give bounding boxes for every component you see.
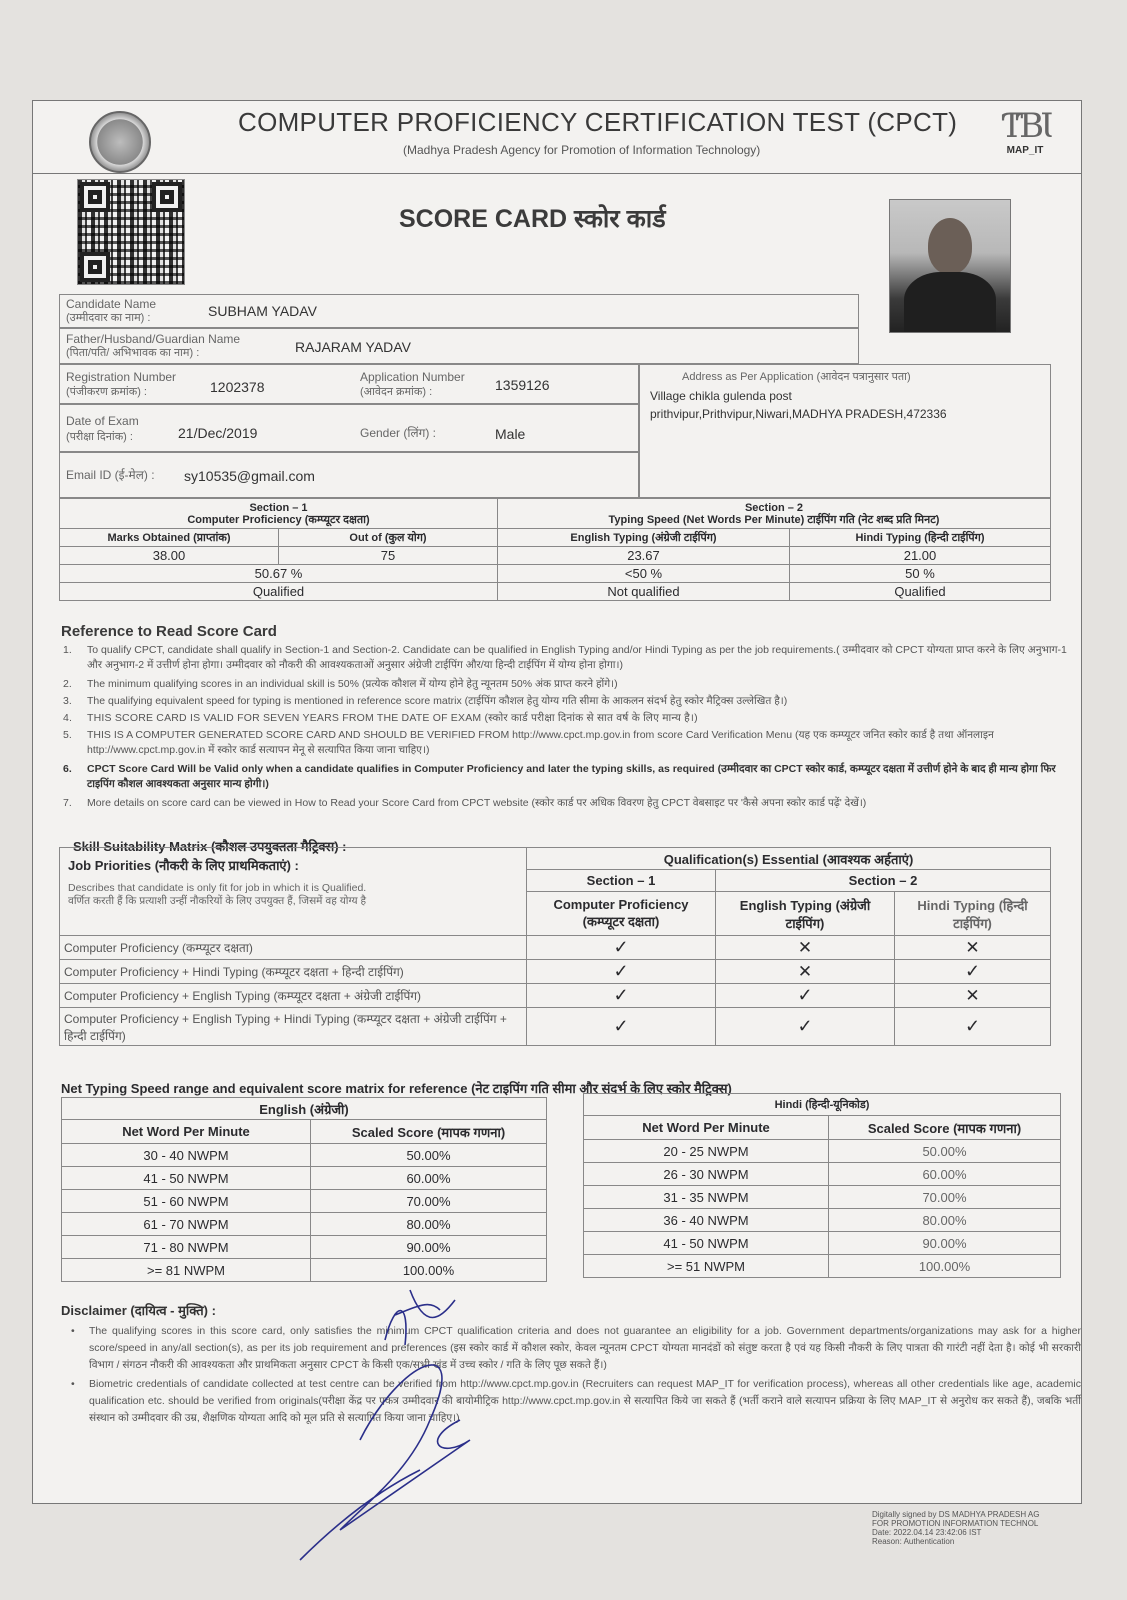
- reference-item: 7. More details on score card can be viewed in How to Read your Score Card from CPCT website (स्कोर कार्ड पर अधिक विवरण हेतु CPCT वेबसाइट पर 'कैसे अपना स्कोर कार्ड पढ़ें' देखें।): [63, 797, 867, 809]
- score-table: [59, 498, 1051, 601]
- address-line-2: prithvipur,Prithvipur,Niwari,MADHYA PRADESH,472336: [650, 407, 947, 421]
- english-speed-table: [61, 1097, 547, 1282]
- reference-item: 3. The qualifying equivalent speed for typing is mentioned in reference score matrix (टाईपिंग कौशल हेतु योग्य गति सीमा के आकलन संदर्भ हेतु स्कोर मैट्रिक्स उल्लेखित है।): [63, 695, 788, 707]
- reference-item: 1. To qualify CPCT, candidate shall qualify in Section-1 and Section-2. Candidate can be qualified in English Typing and/or Hindi Typing as per the job requirements.( उम्मीदवार को CPCT योग्यता प्राप्त करने के लिए अनुभाग-1 और अनुभाग-2 में उत्तीर्ण होना होगा। उम्मीदवार को नौकरी की आवश्यकताओं अनुसार अंग्रेजी टाईपिंग और/या हिन्दी टाईपिंग में योग्य होना होगा।): [63, 644, 1067, 671]
- gender-label: Gender (लिंग) :: [360, 426, 437, 440]
- matrix-ht-head: Hindi Typing (हिन्दी टाईपिंग): [895, 892, 1051, 936]
- check-icon: ✓: [716, 984, 895, 1008]
- reference-item: 4. THIS SCORE CARD IS VALID FOR SEVEN YEARS FROM THE DATE OF EXAM (स्कोर कार्ड परीक्षा दिनांक से सात वर्ष के लिए मान्य है।): [63, 712, 698, 724]
- header: [33, 101, 1081, 174]
- hindi-speed: 21.00: [790, 547, 1051, 565]
- nwpm-header: Net Word Per Minute: [584, 1116, 829, 1140]
- candidate-name-row: [59, 294, 859, 328]
- application-label-hi: (आवेदन क्रमांक) :: [360, 386, 433, 398]
- matrix-cp-head: Computer Proficiency (कम्प्यूटर दक्षता): [527, 892, 716, 936]
- table-row: 31 - 35 NWPM 70.00%: [584, 1186, 1061, 1209]
- check-icon: ✓: [895, 1008, 1051, 1046]
- matrix-row: Computer Proficiency + English Typing + Hindi Typing (कम्प्यूटर दक्षता + अंग्रेजी टाईपिंग + हिन्दी टाईपिंग) ✓ ✓ ✓: [60, 1008, 1051, 1046]
- candidate-name-label-hi: (उम्मीदवार का नाम) :: [66, 312, 151, 324]
- table-row: 20 - 25 NWPM 50.00%: [584, 1140, 1061, 1163]
- disclaimer-heading: Disclaimer (दायित्व - मुक्ति) :: [61, 1303, 216, 1318]
- registration-label-hi: (पंजीकरण क्रमांक) :: [66, 386, 147, 398]
- hindi-table-head: Hindi (हिन्दी-यूनिकोड): [584, 1094, 1061, 1116]
- email-label: Email ID (ई-मेल) :: [66, 468, 155, 482]
- card-title: SCORE CARD स्कोर कार्ड: [399, 205, 666, 233]
- table-row: 41 - 50 NWPM 90.00%: [584, 1232, 1061, 1255]
- email: sy10535@gmail.com: [184, 468, 315, 484]
- matrix-row: Computer Proficiency + Hindi Typing (कम्प्यूटर दक्षता + हिन्दी टाईपिंग) ✓ ✕ ✓: [60, 960, 1051, 984]
- english-result: Not qualified: [498, 583, 790, 601]
- hindi-percent: 50 %: [790, 565, 1051, 583]
- address-label: Address as Per Application (आवेदन पत्रानुसार पता): [682, 371, 911, 383]
- section1-result: Qualified: [60, 583, 498, 601]
- matrix-section1: Section – 1: [527, 870, 716, 892]
- application-label: Application Number: [360, 370, 465, 384]
- digital-signature-stamp: Digitally signed by DS MADHYA PRADESH AG FOR PROMOTION INFORMATION TECHNOL Date: 2022.04.14 23:42:06 IST Reason: Authentication: [872, 1510, 1040, 1546]
- check-icon: ✓: [527, 960, 716, 984]
- marks-out-of: 75: [279, 547, 498, 565]
- exam-date-label: Date of Exam: [66, 414, 139, 428]
- marks-obtained: 38.00: [60, 547, 279, 565]
- address-line-1: Village chikla gulenda post: [650, 389, 792, 403]
- table-row: 51 - 60 NWPM 70.00%: [62, 1190, 547, 1213]
- table-row: 30 - 40 NWPM 50.00%: [62, 1144, 547, 1167]
- reference-list: [63, 643, 1075, 815]
- table-row: 41 - 50 NWPM 60.00%: [62, 1167, 547, 1190]
- scaled-header: Scaled Score (मापक गणना): [829, 1116, 1061, 1140]
- matrix-row: Computer Proficiency (कम्प्यूटर दक्षता) ✓ ✕ ✕: [60, 936, 1051, 960]
- exam-date: 21/Dec/2019: [178, 425, 258, 441]
- reference-heading: Reference to Read Score Card: [61, 623, 277, 640]
- registration-label: Registration Number: [66, 370, 177, 384]
- english-table-head: English (अंग्रेजी): [62, 1098, 547, 1120]
- registration-number: 1202378: [210, 379, 265, 395]
- check-icon: ✓: [527, 936, 716, 960]
- matrix-et-head: English Typing (अंग्रेजी टाईपिंग): [716, 892, 895, 936]
- reference-item: 5. THIS IS A COMPUTER GENERATED SCORE CARD AND SHOULD BE VERIFIED FROM http://www.cpct.mp.gov.in from score Card Verification Menu (यह एक कम्प्यूटर जनित स्कोर कार्ड है तथा ऑनलाइन http://www.cpct.mp.gov.in में स्कोर कार्ड सत्यापन मेनू से सत्यापित किया जाना चाहिए।): [63, 729, 994, 756]
- qualification-head: Qualification(s) Essential (आवश्यक अर्हताएं): [527, 848, 1051, 870]
- skill-matrix-table: [59, 847, 1051, 1046]
- score-card-sheet: [32, 100, 1082, 1504]
- reference-item: 2. The minimum qualifying scores in an individual skill is 50% (प्रत्येक कौशल में योग्य होने हेतु न्यूनतम 50% अंक प्राप्त करने होंगे।): [63, 678, 618, 690]
- disclaimer-item: • Biometric credentials of candidate collected at test centre can be verified from http://www.cpct.mp.gov.in (Recruiters can request MAP_IT for verification process), whereas all other credentials like age, academic qualification etc. should be verified from originals(परीक्षा केंद्र पर एकत्र उम्मीदवार की बायोमीट्रिक http://www.cpct.mp.gov.in से सत्यापित किये जा सकते हैं (भर्ती कराने वाले सत्यापन प्रक्रिया के लिए MAP_IT से अनुरोध कर सकते हैं), जबकि भर्ती संस्थान को उम्मीदवार की उम्र, शैक्षणिक योग्यता आदि को मूल प्रति से सत्यापित किया जाना चाहिए।): [71, 1376, 1081, 1427]
- english-speed: 23.67: [498, 547, 790, 565]
- english-typing-header: English Typing (अंग्रेजी टाईपिंग): [498, 529, 790, 547]
- exam-date-label-hi: (परीक्षा दिनांक) :: [66, 431, 133, 443]
- disclaimer-list: [71, 1323, 1081, 1429]
- logo-text: MAP_IT: [1006, 145, 1044, 156]
- guardian-name-label: Father/Husband/Guardian Name: [66, 332, 241, 346]
- guardian-name-label-hi: (पिता/पति/ अभिभावक का नाम) :: [66, 347, 200, 359]
- outof-header: Out of (कुल योग): [279, 529, 498, 547]
- hindi-speed-table: [583, 1093, 1061, 1278]
- scaled-header: Scaled Score (मापक गणना): [311, 1120, 547, 1144]
- guardian-name: RAJARAM YADAV: [295, 339, 411, 355]
- address-block: [639, 364, 1051, 498]
- cross-icon: ✕: [716, 960, 895, 984]
- map-it-logo: [989, 107, 1061, 165]
- marks-header: Marks Obtained (प्राप्तांक): [60, 529, 279, 547]
- english-percent: <50 %: [498, 565, 790, 583]
- nwpm-header: Net Word Per Minute: [62, 1120, 311, 1144]
- state-emblem-icon: [89, 111, 151, 173]
- check-icon: ✓: [716, 1008, 895, 1046]
- cross-icon: ✕: [895, 936, 1051, 960]
- table-row: 71 - 80 NWPM 90.00%: [62, 1236, 547, 1259]
- exam-date-row: [59, 404, 639, 452]
- table-row: >= 51 NWPM 100.00%: [584, 1255, 1061, 1278]
- gender: Male: [495, 426, 526, 442]
- cross-icon: ✕: [716, 936, 895, 960]
- job-priorities-cell: Job Priorities (नौकरी के लिए प्राथमिकताएं) : Describes that candidate is only fit for job in which it is Qualified. वर्णित करती हैं कि प्रत्याशी उन्हीं नौकरियों के लिए उपयुक्त हैं, जिसमें वह योग्य है: [60, 848, 527, 936]
- header-title: COMPUTER PROFICIENCY CERTIFICATION TEST (CPCT): [238, 107, 958, 137]
- email-row: [59, 452, 639, 498]
- registration-row: [59, 364, 639, 404]
- qr-code-icon: [77, 179, 185, 285]
- table-row: 36 - 40 NWPM 80.00%: [584, 1209, 1061, 1232]
- header-subtitle: (Madhya Pradesh Agency for Promotion of Information Technology): [403, 143, 761, 157]
- table-row: 26 - 30 NWPM 60.00%: [584, 1163, 1061, 1186]
- table-row: 61 - 70 NWPM 80.00%: [62, 1213, 547, 1236]
- check-icon: ✓: [527, 1008, 716, 1046]
- section1-percent: 50.67 %: [60, 565, 498, 583]
- hindi-result: Qualified: [790, 583, 1051, 601]
- section1-head: Section – 1 Computer Proficiency (कम्प्यूटर दक्षता): [60, 499, 498, 529]
- typing-matrix-title: Net Typing Speed range and equivalent score matrix for reference (नेट टाइपिंग गति सीमा और संदर्भ के लिए स्कोर मैट्रिक्स): [61, 1081, 732, 1096]
- section2-head: Section – 2 Typing Speed (Net Words Per Minute) टाईपिंग गति (नेट शब्द प्रति मिनट): [498, 499, 1051, 529]
- cross-icon: ✕: [895, 984, 1051, 1008]
- check-icon: ✓: [527, 984, 716, 1008]
- hindi-typing-header: Hindi Typing (हिन्दी टाईपिंग): [790, 529, 1051, 547]
- table-row: >= 81 NWPM 100.00%: [62, 1259, 547, 1282]
- skill-matrix-title: Skill Suitability Matrix (कौशल उपयुक्तता मैट्रिक्स) :: [73, 839, 347, 854]
- guardian-name-row: [59, 328, 859, 364]
- candidate-name-label: Candidate Name: [66, 297, 157, 311]
- check-icon: ✓: [895, 960, 1051, 984]
- candidate-photo: [889, 199, 1011, 333]
- map-it-logo-mark-icon: ƬƁƖ: [1000, 106, 1050, 146]
- disclaimer-item: • The qualifying scores in this score card, only satisfies the minimum CPCT qualification criteria and does not guarantee an eligibility for a job. Government departments/organizations may ask for a higher score/speed in any/all section(s), as per its job requirement and preferences (इस स्कोर कार्ड में कौशल स्कोर, केवल न्यूनतम CPCT योग्यता मानदंडों को संतुष्ट करता है एवं यह किसी नौकरी के लिए पात्रता की गारंटी नहीं देता है। कोई भी सरकारी विभाग / संगठन नौकरी की आवश्यकता और प्राथमिकता अनुसार CPCT के किसी एक/सभी खंड में उच्च स्कोर / गति के लिए पूछ सकते हैं।): [71, 1323, 1081, 1374]
- application-number: 1359126: [495, 377, 550, 393]
- reference-item: 6. CPCT Score Card Will be Valid only when a candidate qualifies in Computer Proficiency and later the typing skills, as required (उम्मीदवार का CPCT स्कोर कार्ड, कम्प्यूटर दक्षता में उत्तीर्ण होने के बाद ही मान्य होगा फिर टाइपिंग कौशल आवश्यकता अनुसार मान्य होगी।): [63, 763, 1056, 790]
- candidate-name: SUBHAM YADAV: [208, 303, 317, 319]
- matrix-section2: Section – 2: [716, 870, 1051, 892]
- matrix-row: Computer Proficiency + English Typing (कम्प्यूटर दक्षता + अंग्रेजी टाईपिंग) ✓ ✓ ✕: [60, 984, 1051, 1008]
